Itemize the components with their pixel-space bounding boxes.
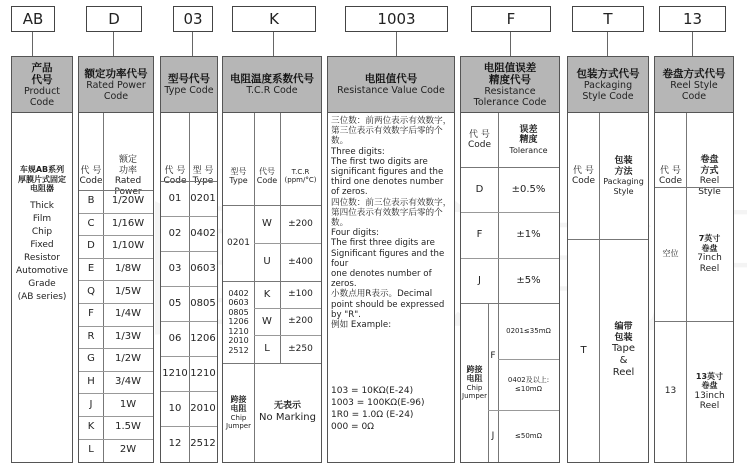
power-code: L xyxy=(88,443,94,455)
resistance-header-zh: 电阻值代号 xyxy=(364,73,418,85)
reel-style-1 xyxy=(686,187,733,321)
resistance-header xyxy=(328,57,454,113)
packaging-column xyxy=(567,56,649,463)
tolerance-heading-en: Tolerance xyxy=(509,145,548,155)
product-description xyxy=(12,123,72,453)
power-value-heading: 额定 功率 Rated Power xyxy=(114,155,142,197)
packaging-style-en: Tape & Reel xyxy=(611,343,636,378)
power-header-zh: 额定功率代号 xyxy=(84,67,148,80)
tolerance-header-en: Resistance Tolerance Code xyxy=(473,85,547,108)
packaging-code-heading: 代 号 Code xyxy=(571,165,596,186)
type-value: 0402 xyxy=(190,227,216,239)
type-type-heading: 型 号 Type xyxy=(192,165,214,186)
connector xyxy=(607,32,608,56)
packaging-style xyxy=(599,239,648,462)
packaging-header-en: Packaging Style Code xyxy=(582,79,634,102)
type-value: 0805 xyxy=(190,297,216,309)
tcr-jumper-en: Chip Jumper xyxy=(226,413,251,430)
tcr-g2-value-3: ±250 xyxy=(288,343,313,354)
reel-style-2-en: 13inch Reel xyxy=(694,390,725,411)
connector xyxy=(32,32,33,56)
connector xyxy=(692,32,693,56)
packaging-heading-zh: 包装 方法 xyxy=(614,156,633,177)
tcr-jumper xyxy=(223,363,254,462)
tolerance-code-3: J xyxy=(478,274,481,286)
tcr-no-mark-en: No Marking xyxy=(259,411,316,423)
power-code: R xyxy=(87,330,95,342)
power-header-en: Rated Power Code xyxy=(86,79,146,102)
tolerance-column xyxy=(460,56,560,463)
tolerance-jumper-code-j: J xyxy=(491,430,495,441)
type-value: 1206 xyxy=(190,332,216,344)
code-text: T xyxy=(603,10,613,28)
code-text: AB xyxy=(22,10,44,28)
product-desc-zh: 车规AB系列 厚膜片式固定 电阻器 xyxy=(18,165,66,193)
connector xyxy=(510,32,511,56)
tolerance-code-1: D xyxy=(475,183,484,195)
connector xyxy=(192,32,193,56)
product-column xyxy=(11,56,73,463)
power-value: 1/10W xyxy=(111,240,145,252)
code-box-power xyxy=(86,6,142,32)
power-value: 1.5W xyxy=(115,421,141,433)
packaging-heading-en: Packaging Style xyxy=(603,177,644,196)
tcr-type-heading: 型号 Type xyxy=(229,166,248,185)
power-value: 1/2W xyxy=(115,353,141,365)
packaging-style-zh: 编带 包装 xyxy=(614,322,633,343)
tolerance-jumper xyxy=(461,303,488,462)
reel-code-1: 空位 xyxy=(662,249,679,259)
tcr-g1-value-2: ±400 xyxy=(288,256,313,267)
code-text: F xyxy=(506,10,516,28)
power-code: Q xyxy=(87,285,95,297)
product-header xyxy=(12,57,72,113)
type-value: 2010 xyxy=(190,402,216,414)
reel-style-2-zh: 13英寸 卷盘 xyxy=(695,371,724,390)
code-text: 1003 xyxy=(377,10,416,28)
tcr-value-heading: T.C.R (ppm/°C) xyxy=(284,167,317,184)
tolerance-header xyxy=(461,57,559,113)
type-header xyxy=(161,57,217,113)
code-box-type xyxy=(173,6,213,32)
tolerance-jumper-value-3: ≤50mΩ xyxy=(515,431,542,440)
tolerance-code-2: F xyxy=(476,229,483,240)
power-code: J xyxy=(89,398,93,410)
power-code-heading: 代 号 Code xyxy=(79,165,103,186)
tcr-g2-code-2: W xyxy=(262,315,272,327)
code-text: 03 xyxy=(183,10,203,28)
code-box-resistance xyxy=(345,6,448,32)
tcr-header-zh: 电阻温度系数代号 xyxy=(230,73,314,85)
reel-style-2 xyxy=(686,321,733,462)
resistance-rules: 三位数：前两位表示有效数字，第三位表示有效数字后零的个数。 Three digits: The first two digits are significant figures and the third one denotes number of zeros. 四位数：前三位表示有效数字，第四位表示有效数字后零的个数。 Four digits: The first three digits are Significant figures and the four one denotes number of zeros. 小数点用R表示。Decimal point should be expressed by "R". 例如 Example: xyxy=(331,116,452,331)
tcr-header xyxy=(223,57,321,113)
power-code: C xyxy=(87,217,95,229)
type-code: 06 xyxy=(168,332,182,344)
type-code: 05 xyxy=(168,297,182,309)
tcr-g2-code-3: L xyxy=(264,343,270,354)
tcr-g1-value-1: ±200 xyxy=(288,218,313,229)
code-text: 13 xyxy=(682,10,703,28)
tolerance-heading-zh: 误差 精度 xyxy=(519,124,538,146)
tcr-g1-code-1: W xyxy=(262,218,272,229)
code-box-tcr xyxy=(232,6,316,32)
tcr-group2-types: 0402 0603 0805 1206 1210 2010 2512 xyxy=(228,288,249,355)
type-code: 12 xyxy=(168,437,182,449)
reel-heading-en: Reel Style xyxy=(698,176,721,197)
power-code: E xyxy=(87,263,95,275)
tcr-no-marking xyxy=(254,363,321,462)
power-value: 1W xyxy=(119,398,137,410)
reel-column xyxy=(654,56,734,463)
product-header-zh: 产品 代号 xyxy=(31,61,53,86)
connector xyxy=(273,32,274,56)
power-value: 1/5W xyxy=(115,285,141,297)
resistance-header-en: Resistance Value Code xyxy=(337,85,445,96)
code-box-product xyxy=(11,6,55,32)
type-header-zh: 型号代号 xyxy=(168,73,210,85)
tcr-jumper-zh: 跨接 电阻 xyxy=(230,394,247,413)
resistance-column xyxy=(327,56,455,463)
reel-code-2: 13 xyxy=(664,386,677,397)
power-value: 3/4W xyxy=(115,376,141,388)
code-box-tolerance xyxy=(471,6,551,32)
type-code: 01 xyxy=(168,192,182,204)
reel-heading-zh: 卷盘 方式 xyxy=(700,155,719,176)
tolerance-value-1: ±0.5% xyxy=(511,183,546,195)
tcr-g2-value-1: ±100 xyxy=(288,289,313,300)
reel-header xyxy=(655,57,733,113)
type-value: 0201 xyxy=(190,192,216,204)
tcr-g1-code-2: U xyxy=(263,256,271,267)
power-value: 2W xyxy=(119,443,137,455)
power-code: B xyxy=(87,195,95,207)
reel-style-1-zh: 7英寸 卷盘 xyxy=(698,234,721,253)
type-value: 0603 xyxy=(190,262,216,274)
reel-header-zh: 卷盘方式代号 xyxy=(662,67,726,80)
connector xyxy=(396,32,397,56)
code-text: K xyxy=(269,10,279,28)
type-header-en: Type Code xyxy=(164,85,214,96)
tcr-column xyxy=(222,56,322,463)
power-value: 1/8W xyxy=(115,263,141,275)
tolerance-value-3: ±5% xyxy=(516,274,541,286)
tolerance-header-zh: 电阻值误差 精度代号 xyxy=(483,61,537,86)
code-text: D xyxy=(108,10,120,28)
code-box-packaging xyxy=(572,6,644,32)
type-code-heading: 代 号 Code xyxy=(163,165,187,186)
type-code: 10 xyxy=(168,402,182,414)
reel-header-en: Reel Style Code xyxy=(670,79,718,102)
tolerance-jumper-en: Chip Jumper xyxy=(462,383,487,400)
type-code: 02 xyxy=(168,227,182,239)
tcr-g2-code-1: K xyxy=(263,288,271,300)
tcr-group1-type: 0201 xyxy=(227,237,250,248)
tcr-header-en: T.C.R Code xyxy=(246,85,298,96)
tolerance-code-heading: 代 号 Code xyxy=(467,129,492,150)
type-value: 2512 xyxy=(190,437,216,449)
tolerance-value-heading xyxy=(498,113,559,167)
resistance-examples: 103 = 10KΩ(E-24) 1003 = 100KΩ(E-96) 1R0 = 1.0Ω (E-24) 000 = 0Ω xyxy=(331,386,425,432)
product-desc-en: Thick Film Chip Fixed Resistor Automotive Grade (AB series) xyxy=(15,200,69,302)
connector xyxy=(113,32,114,56)
tolerance-jumper-zh: 跨接 电阻 xyxy=(466,364,483,383)
packaging-header-zh: 包装方式代号 xyxy=(576,67,640,80)
type-code: 1210 xyxy=(162,367,188,379)
packaging-code: T xyxy=(580,344,587,356)
power-value: 1/4W xyxy=(115,308,141,320)
type-value: 1210 xyxy=(190,367,216,379)
packaging-style-heading xyxy=(599,113,648,239)
code-box-reel xyxy=(659,6,726,32)
power-code: H xyxy=(87,376,95,388)
tolerance-jumper-value-2: 0402及以上: ≤10mΩ xyxy=(507,376,550,393)
power-code: F xyxy=(88,308,94,320)
power-code: G xyxy=(87,353,95,365)
power-header xyxy=(79,57,153,113)
type-column xyxy=(160,56,218,463)
tcr-g2-value-2: ±200 xyxy=(288,316,313,327)
tcr-code-heading: 代号 Code xyxy=(256,166,278,185)
power-code: D xyxy=(87,240,95,252)
reel-style-1-en: 7inch Reel xyxy=(697,253,722,274)
tolerance-jumper-value-1: 0201≤35mΩ xyxy=(506,326,551,335)
product-header-en: Product Code xyxy=(23,85,61,108)
power-column xyxy=(78,56,154,463)
tolerance-value-2: ±1% xyxy=(516,229,541,240)
tcr-no-mark-zh: 无表示 xyxy=(273,401,301,412)
tolerance-jumper-code-f: F xyxy=(490,351,496,362)
reel-code-heading: 代 号 Code xyxy=(658,165,683,186)
power-code: K xyxy=(87,421,95,433)
type-code: 03 xyxy=(168,262,182,274)
power-value: 1/16W xyxy=(111,217,145,229)
power-value: 1/20W xyxy=(111,195,145,207)
packaging-header xyxy=(568,57,648,113)
power-value: 1/3W xyxy=(115,330,141,342)
